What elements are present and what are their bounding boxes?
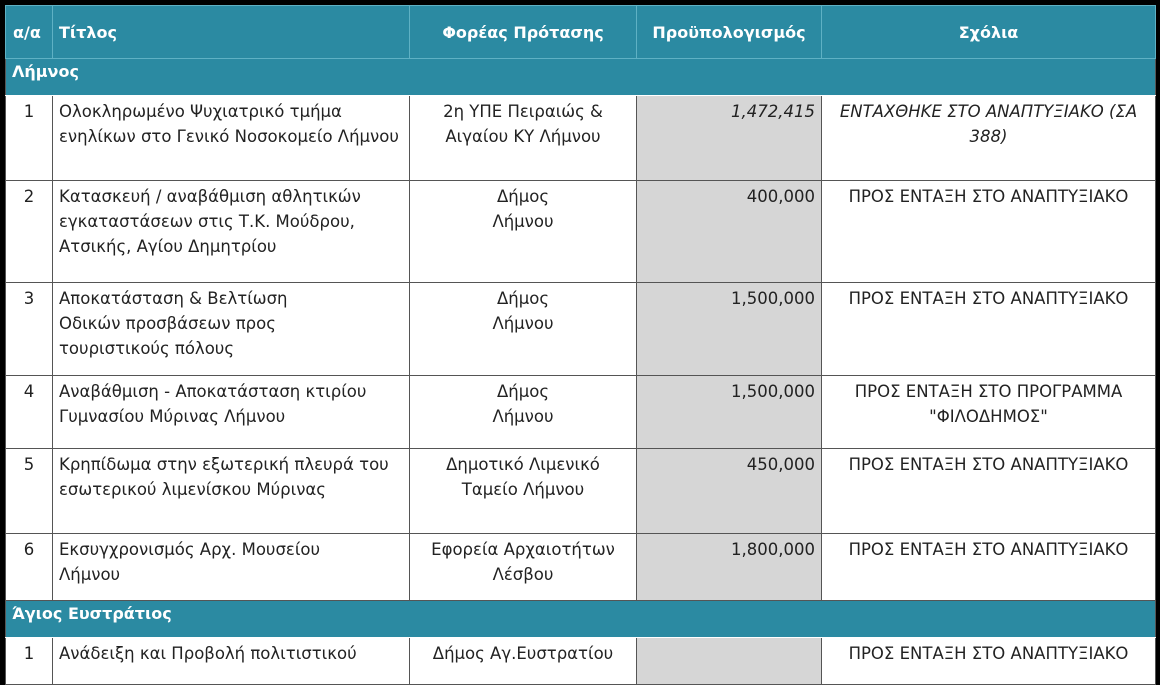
project-budget: 1,472,415: [637, 96, 822, 181]
project-title: Κρηπίδωμα στην εξωτερική πλευρά του εσωτερικού λιμενίσκου Μύρινας: [53, 449, 410, 534]
project-comment: ΕΝΤΑΧΘΗΚΕ ΣΤΟ ΑΝΑΠΤΥΞΙΑΚΟ (ΣΑ 388): [822, 96, 1156, 181]
table-row[interactable]: [6, 638, 1156, 685]
project-comment: ΠΡΟΣ ΕΝΤΑΞΗ ΣΤΟ ΑΝΑΠΤΥΞΙΑΚΟ: [822, 181, 1156, 283]
project-agency: [410, 449, 637, 534]
project-budget: 1,500,000: [637, 283, 822, 376]
column-header-budget[interactable]: Προϋπολογισμός: [637, 6, 822, 59]
table-row[interactable]: [6, 376, 1156, 449]
table-row[interactable]: [6, 534, 1156, 601]
agency-text: Δημοτικό Λιμενικό Ταμείο Λήμνου: [446, 455, 600, 499]
agency-text: Εφορεία Αρχαιοτήτων Λέσβου: [431, 540, 615, 584]
project-comment: ΠΡΟΣ ΕΝΤΑΞΗ ΣΤΟ ΑΝΑΠΤΥΞΙΑΚΟ: [822, 638, 1156, 685]
project-agency: Δήμος Αγ.Ευστρατίου: [410, 638, 637, 685]
header-row: [6, 6, 1156, 59]
row-number: 1: [6, 96, 53, 181]
row-number: 6: [6, 534, 53, 601]
project-comment: ΠΡΟΣ ΕΝΤΑΞΗ ΣΤΟ ΑΝΑΠΤΥΞΙΑΚΟ: [822, 283, 1156, 376]
section-title: Άγιος Ευστράτιος: [6, 601, 1156, 638]
project-budget: [637, 638, 822, 685]
project-budget: 1,500,000: [637, 376, 822, 449]
table-row[interactable]: [6, 181, 1156, 283]
column-header-comments[interactable]: Σχόλια: [822, 6, 1156, 59]
column-header-agency[interactable]: Φορέας Πρότασης: [410, 6, 637, 59]
agency-text: Δήμος Λήμνου: [492, 187, 554, 231]
section-row-agios-efstratios: [6, 601, 1156, 638]
project-agency: [410, 283, 637, 376]
table-row[interactable]: [6, 449, 1156, 534]
project-title: Αναβάθμιση - Αποκατάσταση κτιρίου Γυμνασίου Μύρινας Λήμνου: [53, 376, 410, 449]
project-title: Ολοκληρωμένο Ψυχιατρικό τμήμα ενηλίκων στο Γενικό Νοσοκομείο Λήμνου: [53, 96, 410, 181]
project-agency: [410, 376, 637, 449]
project-comment: ΠΡΟΣ ΕΝΤΑΞΗ ΣΤΟ ΑΝΑΠΤΥΞΙΑΚΟ: [822, 449, 1156, 534]
project-agency: [410, 181, 637, 283]
table-row[interactable]: [6, 283, 1156, 376]
project-agency: 2η ΥΠΕ Πειραιώς & Αιγαίου ΚΥ Λήμνου: [410, 96, 637, 181]
comment-text: ΠΡΟΣ ΕΝΤΑΞΗ ΣΤΟ ΠΡΟΓΡΑΜΜΑ "ΦΙΛΟΔΗΜΟΣ": [854, 382, 1123, 426]
project-budget: 400,000: [637, 181, 822, 283]
row-number: 4: [6, 376, 53, 449]
agency-text: Δήμος Λήμνου: [492, 289, 554, 333]
column-header-aa[interactable]: α/α: [6, 6, 53, 59]
title-text: Εκσυγχρονισμός Αρχ. Μουσείου Λήμνου: [59, 540, 321, 584]
project-title: [53, 534, 410, 601]
column-header-title[interactable]: Τίτλος: [53, 6, 410, 59]
agency-text: Δήμος Λήμνου: [492, 382, 554, 426]
section-title: Λήμνος: [6, 59, 1156, 96]
row-number: 2: [6, 181, 53, 283]
project-title: Κατασκευή / αναβάθμιση αθλητικών εγκαταστάσεων στις Τ.Κ. Μούδρου, Ατσικής, Αγίου Δημητρίου: [53, 181, 410, 283]
project-budget: 450,000: [637, 449, 822, 534]
project-comment: ΠΡΟΣ ΕΝΤΑΞΗ ΣΤΟ ΑΝΑΠΤΥΞΙΑΚΟ: [822, 534, 1156, 601]
row-number: 3: [6, 283, 53, 376]
row-number: 5: [6, 449, 53, 534]
section-row-limnos: [6, 59, 1156, 96]
project-title: [53, 283, 410, 376]
table-row[interactable]: [6, 96, 1156, 181]
project-title: Ανάδειξη και Προβολή πολιτιστικού: [53, 638, 410, 685]
projects-table: [5, 5, 1156, 685]
row-number: 1: [6, 638, 53, 685]
project-comment: [822, 376, 1156, 449]
project-budget: 1,800,000: [637, 534, 822, 601]
project-agency: [410, 534, 637, 601]
title-text: Αποκατάσταση & Βελτίωση Οδικών προσβάσεων προς τουριστικούς πόλους: [59, 289, 288, 358]
